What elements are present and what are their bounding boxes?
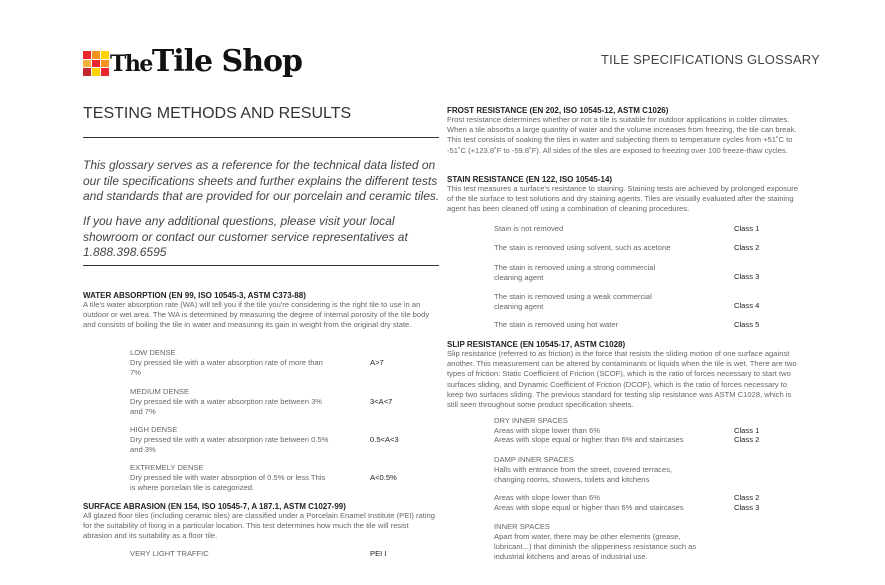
abrasion-item-value: PEI I: [370, 549, 387, 558]
inner-spaces-title: INNER SPACES: [494, 522, 550, 531]
damp-row-value: Class 2: [734, 493, 760, 502]
logo-wordmark: [110, 44, 302, 79]
glossary-title: TILE SPECIFICATIONS GLOSSARY: [601, 52, 820, 67]
water-item-desc: Dry pressed tile with a water absorption rate of more than 7%: [130, 358, 323, 377]
stain-row-value: Class 4: [734, 301, 760, 310]
dry-row-label: Areas with slope equal or higher than 6% and staircases: [494, 435, 684, 444]
stain-resistance-heading: STAIN RESISTANCE (EN 122, ISO 10545-14): [447, 175, 613, 184]
stain-row-label: The stain is removed using a weak commercial cleaning agent: [494, 292, 652, 311]
water-item-title: EXTREMELY DENSE: [130, 463, 204, 472]
section-title: TESTING METHODS AND RESULTS: [83, 105, 352, 122]
dry-row-value: Class 1: [734, 426, 760, 435]
water-item-desc: Dry pressed tile with a water absorption rate between 3% and 7%: [130, 397, 323, 416]
frost-resistance-text: Frost resistance determines whether or not a tile is suitable for outdoor applications in colder climates. When a tile absorbs a large quantity of water and the volume increases from freezing, the tile can break. This test consists of soaking the tiles in water and subjecting them to temperature cycles from +51˚C to -51˚C (+123.8˚F to -59.8˚F). All sides of the tiles are exposed to freezing over 100 freeze-thaw cycles.: [447, 115, 797, 155]
logo-mosaic-icon: [83, 51, 109, 76]
damp-row-label: Areas with slope lower than 6%: [494, 493, 600, 502]
water-item-value: A>7: [370, 358, 384, 367]
water-item-title: MEDIUM DENSE: [130, 387, 190, 396]
stain-row-value: Class 5: [734, 320, 760, 329]
surface-abrasion-heading: SURFACE ABRASION (EN 154, ISO 10545-7, A 187.1, ASTM C1027-99): [83, 502, 346, 511]
contact-paragraph: If you have any additional questions, please visit your local showroom or contact our customer service representatives at 1.888.398.6595: [83, 214, 408, 259]
stain-row-label: The stain is removed using a strong commercial cleaning agent: [494, 263, 656, 282]
inner-spaces-desc: Apart from water, there may be other elements (grease, lubricant...) that diminish the slipperiness resistance such as industrial kitchens and areas of industrial use.: [494, 532, 697, 561]
slip-resistance-text: Slip resistance (referred to as friction) is the force that resists the sliding motion of one surface against another. This measurement can be altered by contaminants or liquids when the tile is wet. There are two types of friction: Static Coefficient of Friction (SCOF), which is the ratio of forces necessary to start two surfaces sliding, and Dynamic Coefficient of Friction (DCOF), which is the ratio of forces necessary to keep two surfaces sliding. The previous standard for testing slip resistance was ASTM C1028, which is still seen throughout some product specification sheets.: [447, 349, 797, 410]
water-item-value: 3<A<7: [370, 397, 393, 406]
stain-row-label: Stain is not removed: [494, 224, 564, 233]
stain-row-label: The stain is removed using solvent, such as acetone: [494, 243, 671, 252]
damp-inner-spaces-title: DAMP INNER SPACES: [494, 455, 574, 464]
water-absorption-heading: WATER ABSORPTION (EN 99, ISO 10545-3, ASTM C373-88): [83, 291, 306, 300]
stain-resistance-text: This test measures a surface's resistance to staining. Staining tests are achieved by prolonged exposure of the tile surface to test solutions and dry staining agents. Tiles are visually evaluated after the staining agent has been cleaned off using a combination of cleaning procedures.: [447, 184, 798, 214]
water-item-title: LOW DENSE: [130, 348, 176, 357]
intro-paragraph: This glossary serves as a reference for the technical data listed on our tile specifications sheets and further explains the different tests and standards that are provided for our porcelain and ceramic tiles.: [83, 158, 440, 203]
dry-row-label: Areas with slope lower than 6%: [494, 426, 600, 435]
water-item-title: HIGH DENSE: [130, 425, 178, 434]
damp-row-value: Class 3: [734, 503, 760, 512]
dry-row-value: Class 2: [734, 435, 760, 444]
stain-row-label: The stain is removed using hot water: [494, 320, 619, 329]
water-absorption-text: A tile's water absorption rate (WA) will tell you if the tile you're considering is the right tile to use in an outdoor or wet area. The WA is determined by measuring the degree of internal porosity of the tile body and consists of boiling the tile in water and measuring its gain in weight from the original dry state.: [83, 300, 430, 330]
stain-row-value: Class 1: [734, 224, 760, 233]
water-item-value: A<0.5%: [370, 473, 397, 482]
abrasion-item-title: VERY LIGHT TRAFFIC: [130, 549, 209, 558]
surface-abrasion-text: All glazed floor tiles (including ceramic tiles) are classified under a Porcelain Enamel Institute (PEI) rating for the suitability of fixing in a particular location. This test determines how much the tile will resist abrasion and its suitability as a floor tile.: [83, 511, 436, 541]
water-item-desc: Dry pressed tile with water absorption of 0.5% or less This is where porcelain tile is categorized.: [130, 473, 326, 492]
dry-inner-spaces-title: DRY INNER SPACES: [494, 416, 568, 425]
water-item-desc: Dry pressed tile with a water absorption rate between 0.5% and 3%: [130, 435, 329, 454]
section-divider-top: [83, 137, 439, 138]
frost-resistance-heading: FROST RESISTANCE (EN 202, ISO 10545-12, ASTM C1026): [447, 106, 669, 115]
logo-name: Tile Shop: [151, 44, 302, 79]
stain-row-value: Class 2: [734, 243, 760, 252]
damp-row-label: Areas with slope equal or higher than 6% and staircases: [494, 503, 684, 512]
stain-row-value: Class 3: [734, 272, 760, 281]
slip-resistance-heading: SLIP RESISTANCE (EN 10545-17, ASTM C1028): [447, 340, 626, 349]
section-divider-bottom: [83, 265, 439, 266]
damp-inner-spaces-desc: Halls with entrance from the street, covered terraces, changing rooms, showers, toilets and kitchens: [494, 465, 673, 484]
logo-prefix: The: [110, 51, 152, 77]
water-item-value: 0.5<A<3: [370, 435, 399, 444]
